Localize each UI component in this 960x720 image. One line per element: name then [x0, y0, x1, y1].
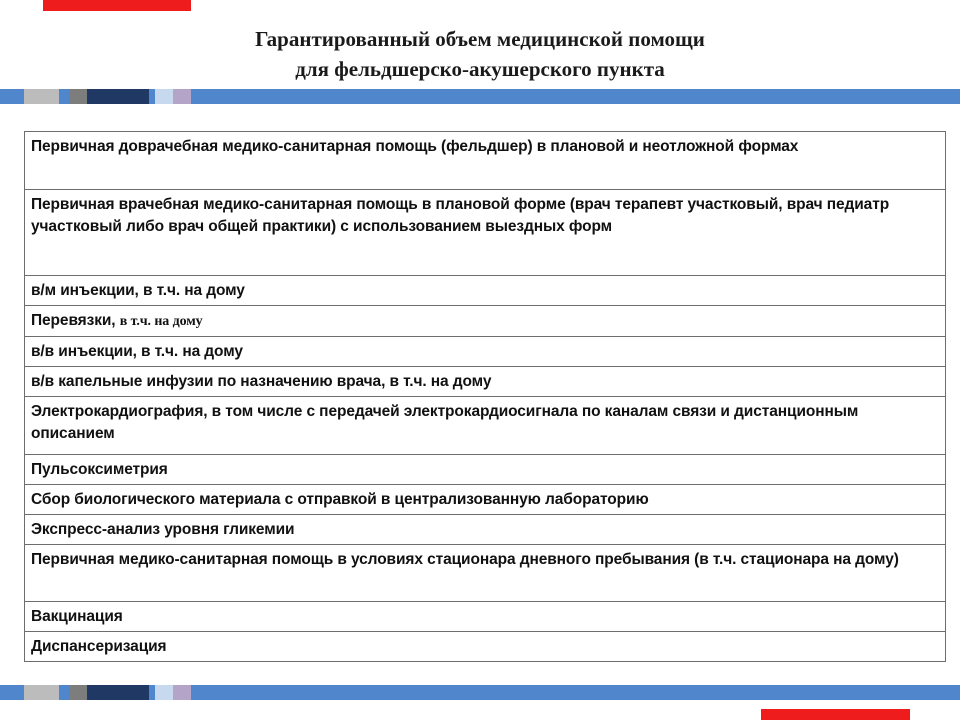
cell-text-suffix: в т.ч. на дому — [119, 314, 203, 329]
table-cell: Вакцинация — [25, 602, 946, 632]
table-row — [25, 515, 946, 545]
table-row — [25, 306, 946, 337]
table-cell: Пульсоксиметрия — [25, 455, 946, 485]
table-cell: в/м инъекции, в т.ч. на дому — [25, 276, 946, 306]
table-cell — [25, 306, 946, 337]
cell-text: Перевязки, — [31, 312, 120, 329]
table-cell: Первичная медико-санитарная помощь в условиях стационара дневного пребывания (в т.ч. стационара на дому) — [25, 545, 946, 602]
table-cell: Экспресс-анализ уровня гликемии — [25, 515, 946, 545]
table-row — [25, 632, 946, 662]
table-row — [25, 367, 946, 397]
table-row — [25, 485, 946, 515]
bottom-decorative-stripe — [0, 685, 960, 700]
top-decorative-stripe — [0, 89, 960, 104]
table-cell: Диспансеризация — [25, 632, 946, 662]
table-row — [25, 602, 946, 632]
page-title-line-2: для фельдшерско-акушерского пункта — [295, 57, 665, 81]
top-accent-bar — [43, 0, 191, 11]
table-cell: Сбор биологического материала с отправкой в централизованную лабораторию — [25, 485, 946, 515]
page-title-line-1: Гарантированный объем медицинской помощи — [255, 27, 705, 51]
table-row — [25, 397, 946, 455]
bottom-accent-bar — [761, 709, 910, 720]
table-cell: Электрокардиография, в том числе с передачей электрокардиосигнала по каналам связи и дистанционным описанием — [25, 397, 946, 455]
table-row — [25, 455, 946, 485]
table-row — [25, 190, 946, 276]
table-row — [25, 276, 946, 306]
table-cell: Первичная доврачебная медико-санитарная помощь (фельдшер) в плановой и неотложной формах — [25, 132, 946, 190]
table-cell: Первичная врачебная медико-санитарная помощь в плановой форме (врач терапевт участковый, врач педиатр участковый либо врач общей практики) с использованием выездных форм — [25, 190, 946, 276]
page-title — [0, 24, 960, 84]
table-row — [25, 337, 946, 367]
table-row — [25, 132, 946, 190]
table-row — [25, 545, 946, 602]
table-cell: в/в инъекции, в т.ч. на дому — [25, 337, 946, 367]
table-cell: в/в капельные инфузии по назначению врача, в т.ч. на дому — [25, 367, 946, 397]
services-table — [24, 131, 946, 662]
